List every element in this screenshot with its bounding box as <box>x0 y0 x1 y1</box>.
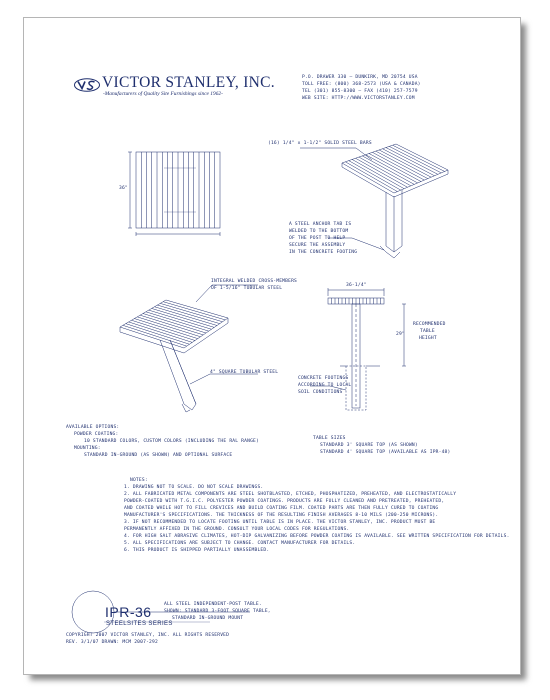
callout-anchor-line-3: OF THE POST TO HELP <box>289 236 346 241</box>
options-title: AVAILABLE OPTIONS: <box>66 425 120 430</box>
iso-bar-line <box>362 156 414 185</box>
note-line-2: 2. ALL FABRICATED METAL COMPONENTS ARE STEEL SHOTBLASTED, ETCHED, PHOSPHATIZED, PREHEATED, AND ELECTROSTATICALLY <box>124 492 457 497</box>
table-sizes-line-2: STANDARD 4' SQUARE TOP (AVAILABLE AS IPR-48) <box>320 450 451 455</box>
options-line-1: POWDER COATING: <box>74 432 119 437</box>
options-line-4: STANDARD IN-GROUND (AS SHOWN) AND OPTIONAL SURFACE <box>84 453 233 458</box>
footing-note-1: CONCRETE FOOTINGS <box>298 376 349 381</box>
table-sizes-title: TABLE SIZES <box>313 436 346 441</box>
footing-note-2: ACCORDING TO LOCAL <box>298 383 352 388</box>
callout-cross-members-2: OF 1-5/16" TUBULAR STEEL <box>211 286 283 291</box>
product-code: IPR-36 <box>105 604 152 620</box>
isometric-view-left <box>120 285 258 412</box>
iso-bar-line <box>132 320 196 340</box>
note-line-9: 5. ALL SPECIFICATIONS ARE SUBJECT TO CHANGE. CONTACT MANUFACTURER FOR DETAILS. <box>124 541 356 546</box>
description-line-1: ALL STEEL INDEPENDENT-POST TABLE. <box>164 602 262 607</box>
company-name: VICTOR STANLEY, INC. <box>102 74 275 91</box>
contact-address: P.O. DRAWER 330 — DUNKIRK, MD 20754 USA <box>302 75 418 80</box>
description-line-3: STANDARD IN-GROUND MOUNT <box>172 616 244 621</box>
callout-anchor-line-4: SECURE THE ASSEMBLY <box>289 243 346 248</box>
iso-bar-line <box>126 324 190 345</box>
note-line-8: 4. FOR HIGH SALT ABRASIVE CLIMATES, HOT-DIP GALVANIZING BEFORE POWDER COATING IS AVAILABLE. SEE WRITTEN SPECIFICATION FOR DETAILS. <box>124 534 510 539</box>
height-note-3: HEIGHT <box>419 336 437 341</box>
contact-toll-free: TOLL FREE: (800) 368-2573 (USA & CANADA) <box>302 82 421 87</box>
dimension-top-width: 36-1/4" <box>346 283 367 288</box>
iso-bar-line <box>129 322 193 342</box>
footing-note-3: SOIL CONDITIONS <box>298 390 343 395</box>
note-line-3: POWDER-COATED WITH T.G.I.C. POLYESTER POWDER COATINGS. PRODUCTS ARE FULLY CLEANED AND PRETREATED, PREHEATED, <box>124 499 445 504</box>
callout-cross-members-1: INTEGRAL WELDED CROSS-MEMBERS <box>211 279 298 284</box>
callout-square-post: 4" SQUARE TUBULAR STEEL <box>210 370 279 375</box>
callout-solid-steel-bars: (16) 1/4" x 1-1/2" SOLID STEEL BARS <box>268 141 372 146</box>
description-line-2: SHOWN: STANDARD 3-FOOT SQUARE TABLE, <box>164 609 271 614</box>
callout-anchor-line-2: WELDED TO THE BOTTOM <box>289 229 349 234</box>
iso-bar-line <box>356 158 408 187</box>
note-line-4: AND COATED WHILE HOT TO FILL CREVICES AND BUILD COATING FILM. COATED PARTS ARE THEN FULLY CURED TO COATING <box>124 506 439 511</box>
iso-bar-line <box>143 314 206 334</box>
height-note-2: TABLE <box>420 329 435 334</box>
iso-bar-line <box>352 159 404 188</box>
note-line-1: 1. DRAWING NOT TO SCALE. DO NOT SCALE DRAWINGS. <box>124 485 264 490</box>
note-line-7: PERMANENTLY AFFIXED IN THE GROUND. CONSULT YOUR LOCAL CODES FOR REGULATIONS. <box>124 527 350 532</box>
iso-bar-line <box>345 162 397 192</box>
callout-anchor-line-5: IN THE CONCRETE FOOTING <box>289 250 358 255</box>
notes-title: NOTES: <box>130 478 148 483</box>
copyright: COPYRIGHT 2007 VICTOR STANLEY, INC. ALL RIGHTS RESERVED <box>66 633 230 638</box>
revision: REV. 3/1/07 DRAWN: MCM 2007-292 <box>66 640 158 645</box>
contact-website: WEB SITE: HTTP://WWW.VICTORSTANLEY.COM <box>302 96 415 101</box>
note-line-6: 3. IF NOT RECOMMENDED TO LOCATE FOOTING UNTIL TABLE IS IN PLACE. THE VICTOR STANLEY, INC. PRODUCT MUST BE <box>124 520 436 525</box>
callout-anchor-line-1: A STEEL ANCHOR TAB IS <box>289 222 352 227</box>
note-line-5: MANUFACTURER'S SPECIFICATIONS. THE THICKNESS OF THE RESULTING FINISH AVERAGES 8-10 MILS (200-250 MICRONS). <box>124 513 439 518</box>
options-line-3: MOUNTING: <box>74 446 101 451</box>
table-sizes-line-1: STANDARD 3' SQUARE TOP (AS SHOWN) <box>320 443 418 448</box>
note-line-10: 6. THIS PRODUCT IS SHIPPED PARTIALLY UNASSEMBLED. <box>124 548 270 553</box>
iso-bar-line <box>134 319 197 339</box>
product-series: STEELSITES SERIES <box>106 621 173 627</box>
options-line-2: 10 STANDARD COLORS, CUSTOM COLORS (INCLUDING THE RAL RANGE) <box>84 439 259 444</box>
plan-view <box>128 152 220 236</box>
company-tagline: -Manufacturers of Quality Site Furnishings since 1962- <box>103 91 223 97</box>
iso-bar-line <box>140 315 203 335</box>
dimension-plan: 36" <box>119 186 128 191</box>
contact-phone-fax: TEL (301) 855-8300 — FAX (410) 257-7579 <box>302 89 418 94</box>
height-note-1: RECOMMENDED <box>413 322 446 327</box>
iso-bar-line <box>123 325 187 346</box>
iso-bar-line <box>137 317 200 337</box>
iso-bar-line <box>366 155 418 183</box>
dimension-height: 29" <box>396 332 405 337</box>
